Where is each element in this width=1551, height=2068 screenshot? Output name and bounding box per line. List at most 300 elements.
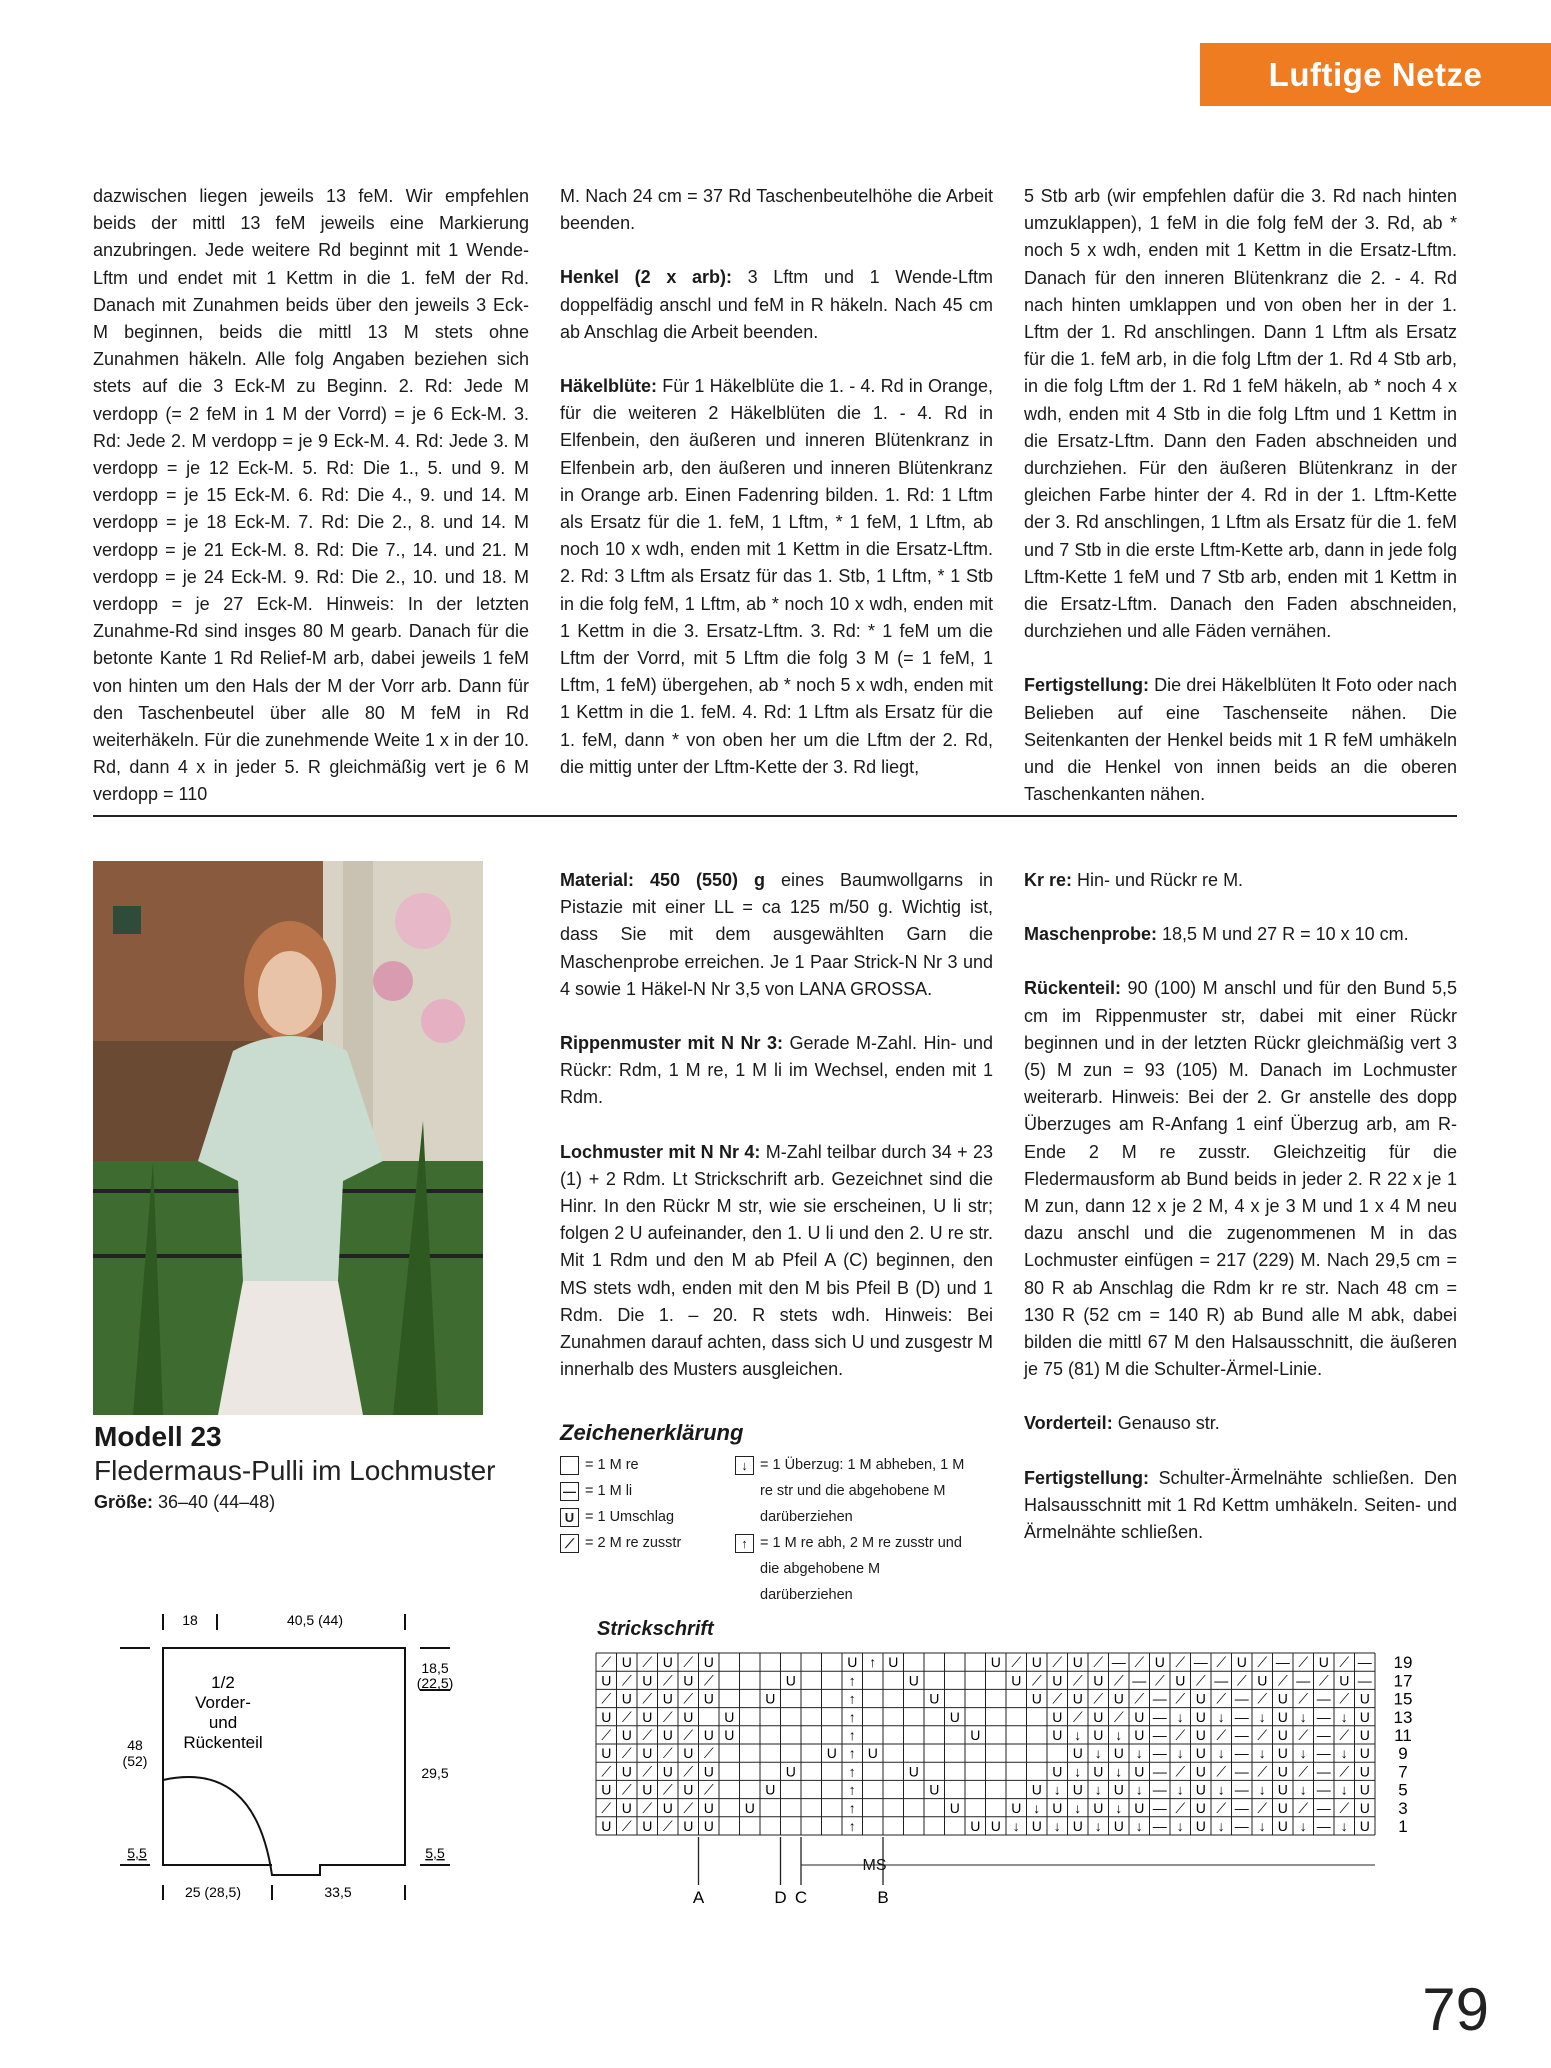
purl-symbol-icon: — bbox=[560, 1482, 579, 1501]
chart-symbol: ↓ bbox=[1094, 1818, 1102, 1834]
chart-title: Strickschrift bbox=[597, 1618, 714, 1640]
row-number: 5 bbox=[1398, 1780, 1408, 1800]
legend-text: = 1 M re abh, 2 M re zusstr und die abgehobene M darüberziehen bbox=[760, 1535, 962, 1603]
chart-symbol: U bbox=[703, 1654, 714, 1671]
chart-symbol: U bbox=[642, 1708, 653, 1725]
chart-symbol: — bbox=[1152, 1799, 1167, 1816]
chart-symbol: U bbox=[1134, 1727, 1145, 1743]
chart-symbol: U bbox=[683, 1818, 694, 1834]
chart-symbol: ⟋ bbox=[683, 1799, 694, 1816]
chart-symbol: U bbox=[1277, 1818, 1288, 1834]
chart-symbol: ⟋ bbox=[1175, 1799, 1186, 1816]
chart-symbol: ⟋ bbox=[1339, 1763, 1350, 1780]
chart-symbol: U bbox=[662, 1654, 673, 1671]
chart-symbol: U bbox=[1072, 1654, 1083, 1671]
arrow-label: B bbox=[877, 1888, 889, 1907]
chart-symbol: ⟋ bbox=[642, 1654, 653, 1671]
chart-symbol: ↓ bbox=[1340, 1781, 1348, 1798]
paragraph-heading: Häkelblüte: bbox=[560, 376, 658, 397]
chart-symbol: ⟋ bbox=[1175, 1763, 1186, 1780]
chart-symbol: — bbox=[1234, 1781, 1249, 1798]
chart-symbol: ⟋ bbox=[1031, 1672, 1042, 1689]
paragraph-body: 3 Lftm und 1 Wende-Lftm doppelfädig anschl und feM in R häkeln. Nach 45 cm ab Anschlag die Arbeit beenden. bbox=[560, 267, 993, 342]
chart-symbol: — bbox=[1316, 1818, 1331, 1834]
chart-symbol: U bbox=[1093, 1799, 1104, 1816]
chart-symbol: U bbox=[703, 1799, 714, 1816]
chart-symbol: ↑ bbox=[848, 1745, 856, 1762]
chart-symbol: U bbox=[1359, 1818, 1370, 1834]
chart-symbol: U bbox=[785, 1763, 796, 1780]
chart-symbol: U bbox=[1113, 1690, 1124, 1707]
chart-symbol: ⟋ bbox=[621, 1672, 632, 1689]
chart-symbol: U bbox=[1318, 1654, 1329, 1671]
chart-symbol: — bbox=[1296, 1672, 1311, 1689]
chart-symbol: ⟋ bbox=[1318, 1672, 1329, 1689]
chart-symbol: U bbox=[744, 1799, 755, 1816]
schematic-label: 18 bbox=[182, 1612, 198, 1628]
chart-symbol: ↓ bbox=[1299, 1818, 1307, 1834]
chart-symbol: — bbox=[1152, 1781, 1167, 1798]
arrow-label: C bbox=[794, 1888, 808, 1907]
chart-symbol: U bbox=[1257, 1672, 1268, 1689]
chart-symbol: ↓ bbox=[1115, 1763, 1123, 1780]
chart-symbol: ↓ bbox=[1053, 1781, 1061, 1798]
row-number: 15 bbox=[1393, 1689, 1413, 1709]
instruction-paragraph bbox=[560, 264, 993, 346]
paragraph-heading: Fertigstellung: bbox=[1024, 675, 1149, 696]
chart-symbol: U bbox=[1359, 1763, 1370, 1780]
chart-symbol: U bbox=[642, 1818, 653, 1834]
chart-symbol: — bbox=[1234, 1708, 1249, 1725]
chart-symbol: ↑ bbox=[848, 1799, 856, 1816]
chart-symbol: U bbox=[1359, 1745, 1370, 1762]
chart-symbol: ⟋ bbox=[662, 1672, 673, 1689]
bottom-column-2 bbox=[560, 867, 993, 1410]
row-number: 7 bbox=[1398, 1762, 1408, 1782]
paragraph-body: eines Baumwollgarns in Pistazie mit einer LL = ca 125 m/50 g. Wichtig ist, dass Sie mit dem ausgewählten Garn die Maschenprobe erreichen. Je 1 Paar Strick-N Nr 3 und 4 sowie 1 Häkel-N Nr 3,5 von LANA GROSSA. bbox=[560, 870, 993, 999]
chart-symbol: U bbox=[1195, 1763, 1206, 1780]
chart-symbol: U bbox=[621, 1690, 632, 1707]
schematic-label: (22,5) bbox=[416, 1675, 454, 1691]
instruction-text: dazwischen liegen jeweils 13 feM. Wir empfehlen beids der mittl 13 feM jeweils eine Markierung anzubringen. Jede weitere Rd beginnt mit 1 Wende-Lftm und endet mit 1 Kettm in die 1. feM der Rd. Danach mit Zunahmen beids über den jeweils 3 Eck-M beginnen, beids die mittl 13 M stets ohne Zunahmen häkeln. Alle folg Angaben beziehen sich stets auf die 3 Eck-M zu Beginn. 2. Rd: Jede M verdopp (= 2 feM in 1 M der Vorrd) = je 6 Eck-M. 3. Rd: Jede 2. M verdopp = je 9 Eck-M. 4. Rd: Jede 3. M verdopp = je 12 Eck-M. 5. Rd: Die 1., 5. und 9. M verdopp = je 15 Eck-M. 6. Rd: Die 4., 9. und 14. M verdopp = je 18 Eck-M. 7. Rd: Die 2., 8. und 14. M verdopp = je 21 Eck-M. 8. Rd: Die 7., 14. und 21. M verdopp = je 24 Eck-M. 9. Rd: Die 2., 10. und 18. M verdopp = je 27 Eck-M. Hinweis: In der letzten Zunahme-Rd sind insges 80 M gearb. Danach für die betonte Kante 1 Rd Relief-M arb, dabei jeweils 1 feM von hinten um den Hals der M der Vorr arb. Dann für den Taschenbeutel über alle 80 M feM in Rd weiterhäkeln. Für die zunehmende Weite 1 x in der 10. Rd, dann 4 x in jeder 5. R gleichmäßig vert je 6 M verdopp = 110 bbox=[93, 186, 529, 805]
chart-symbol: U bbox=[601, 1708, 612, 1725]
chart-symbol: U bbox=[1277, 1745, 1288, 1762]
chart-symbol: ⟋ bbox=[683, 1654, 694, 1671]
chart-symbol: U bbox=[1359, 1781, 1370, 1798]
chart-symbol: U bbox=[1359, 1708, 1370, 1725]
chart-symbol: ↑ bbox=[848, 1708, 856, 1725]
chart-symbol: U bbox=[1052, 1727, 1063, 1743]
chart-symbol: U bbox=[1175, 1672, 1186, 1689]
chart-symbol: ⟋ bbox=[1134, 1654, 1145, 1671]
chart-symbol: ⟋ bbox=[1175, 1727, 1186, 1743]
schematic-label: 5,5 bbox=[127, 1845, 147, 1861]
chart-symbol: ⟋ bbox=[703, 1781, 714, 1798]
chart-symbol: ⟋ bbox=[1339, 1690, 1350, 1707]
chart-symbol: ↑ bbox=[848, 1763, 856, 1780]
row-number: 1 bbox=[1398, 1817, 1408, 1836]
chart-symbol: ↓ bbox=[1299, 1708, 1307, 1725]
double-decrease-symbol-icon: ↑ bbox=[735, 1534, 754, 1553]
chart-symbol: ↓ bbox=[1258, 1708, 1266, 1725]
chart-symbol: ⟋ bbox=[1257, 1763, 1268, 1780]
chart-symbol: U bbox=[1052, 1672, 1063, 1689]
chart-symbol: — bbox=[1234, 1799, 1249, 1816]
chart-symbol: ⟋ bbox=[683, 1727, 694, 1743]
chart-symbol: U bbox=[601, 1818, 612, 1834]
chart-symbol: ⟋ bbox=[1277, 1672, 1288, 1689]
schematic-label: Rückenteil bbox=[183, 1733, 263, 1752]
paragraph-body: Die drei Häkelblüten lt Foto oder nach Belieben auf eine Taschenseite nähen. Die Seitenkanten der Henkel beids mit 1 R feM umhäkeln und die Henkel von innen beids an die oberen Taschenkanten nähen. bbox=[1024, 675, 1457, 805]
chart-symbol: U bbox=[601, 1672, 612, 1689]
chart-symbol: U bbox=[1359, 1690, 1370, 1707]
chart-symbol: ⟋ bbox=[703, 1672, 714, 1689]
chart-symbol: ⟋ bbox=[1216, 1799, 1227, 1816]
chart-symbol: — bbox=[1234, 1763, 1249, 1780]
section-banner: Luftige Netze bbox=[1200, 43, 1551, 106]
chart-symbol: — bbox=[1316, 1745, 1331, 1762]
chart-symbol: ↓ bbox=[1115, 1727, 1123, 1743]
chart-symbol: ↓ bbox=[1176, 1818, 1184, 1834]
model-photo bbox=[93, 861, 483, 1415]
chart-symbol: ↓ bbox=[1012, 1818, 1020, 1834]
chart-symbol: — bbox=[1316, 1727, 1331, 1743]
chart-symbol: U bbox=[908, 1763, 919, 1780]
chart-symbol: U bbox=[1011, 1672, 1022, 1689]
chart-symbol: ⟋ bbox=[642, 1763, 653, 1780]
chart-symbol: — bbox=[1193, 1654, 1208, 1671]
paragraph-body: 90 (100) M anschl und für den Bund 5,5 cm im Rippenmuster str, dabei mit einer Rückr beginnen und in der letzten Rückr gleichmäßig vert 3 (5) M zun = 93 (105) M. Danach im Lochmuster weiterarb. Hinweis: Bei der 2. Gr anstelle des dopp Überzuges am R-Anfang 1 einf Überzug arb, am R-Ende 2 M re zusstr. Gleichzeitig für die Fledermausform ab Bund beids in jeder 2. R 22 x je 1 M zun, dann 12 x je 2 M, 4 x je 3 M und 1 x 4 M neu dazu anschl und die zugenommenen M in das Lochmuster einfügen = 217 (229) M. Nach 29,5 cm = 80 R ab Anschlag die Rdm kr re str. Nach 48 cm = 130 R (52 cm = 140 R) ab Bund alle M abk, dabei bilden die mittl 67 M den Halsausschnitt, die äußeren je 75 (81) M die Schulter-Ärmel-Linie. bbox=[1024, 978, 1457, 1380]
chart-symbol: ↓ bbox=[1074, 1763, 1082, 1780]
schematic-label: und bbox=[208, 1713, 238, 1732]
chart-symbol: U bbox=[1031, 1781, 1042, 1798]
slip-knit-pass-symbol-icon: ↓ bbox=[735, 1456, 754, 1475]
lochmuster-paragraph bbox=[560, 1139, 993, 1384]
chart-symbol: U bbox=[785, 1672, 796, 1689]
chart-symbol: U bbox=[1195, 1818, 1206, 1834]
chart-symbol: ↑ bbox=[869, 1654, 877, 1671]
chart-symbol: ⟋ bbox=[1072, 1672, 1083, 1689]
chart-symbol: — bbox=[1316, 1799, 1331, 1816]
chart-symbol: U bbox=[662, 1690, 673, 1707]
chart-symbol: U bbox=[621, 1654, 632, 1671]
chart-symbol: — bbox=[1214, 1672, 1229, 1689]
instruction-paragraph bbox=[1024, 672, 1457, 808]
schematic-label: 5,5 bbox=[425, 1845, 445, 1861]
chart-symbol: ⟋ bbox=[1339, 1654, 1350, 1671]
schematic-label: 40,5 (44) bbox=[286, 1612, 344, 1628]
chart-symbol: — bbox=[1234, 1818, 1249, 1834]
chart-symbol: U bbox=[1359, 1727, 1370, 1743]
chart-symbol: ↓ bbox=[1053, 1818, 1061, 1834]
paragraph-body: 18,5 M und 27 R = 10 x 10 cm. bbox=[1157, 924, 1409, 945]
chart-symbol: U bbox=[1052, 1708, 1063, 1725]
legend-text: = 2 M re zusstr bbox=[585, 1535, 682, 1551]
chart-symbol: U bbox=[1072, 1690, 1083, 1707]
paragraph-heading: Lochmuster mit N Nr 4: bbox=[560, 1141, 761, 1162]
chart-symbol: U bbox=[1195, 1708, 1206, 1725]
chart-symbol: ⟋ bbox=[601, 1690, 612, 1707]
chart-symbol: ↓ bbox=[1176, 1745, 1184, 1762]
chart-symbol: U bbox=[703, 1763, 714, 1780]
schematic-label: 48 bbox=[127, 1737, 143, 1753]
chart-symbol: U bbox=[1072, 1745, 1083, 1762]
model-size bbox=[94, 1488, 495, 1516]
chart-symbol: ⟋ bbox=[1154, 1672, 1165, 1689]
chart-symbol: U bbox=[703, 1727, 714, 1743]
chart-symbol: ⟋ bbox=[683, 1763, 694, 1780]
chart-symbol: ⟋ bbox=[1011, 1654, 1022, 1671]
garment-schematic bbox=[115, 1600, 455, 1910]
chart-symbol: — bbox=[1357, 1672, 1372, 1689]
section-divider bbox=[93, 815, 1457, 817]
chart-symbol: ↓ bbox=[1340, 1745, 1348, 1762]
chart-symbol: U bbox=[621, 1799, 632, 1816]
top-column-1 bbox=[93, 183, 529, 836]
chart-symbol: U bbox=[1031, 1818, 1042, 1834]
bottom-column-3 bbox=[1024, 867, 1457, 1573]
paragraph-body: M-Zahl teilbar durch 34 + 23 (1) + 2 Rdm. Lt Strickschrift arb. Gezeichnet sind die Hinr. In den Rückr M str, wie sie erscheinen, U li str; folgen 2 U aufeinander, den 1. U li und den 2. U re str. Mit 1 Rdm und den M ab Pfeil A (C) beginnen, den MS stets wdh, enden mit den M bis Pfeil B (D) und 1 Rdm. Die 1. – 20. R stets wdh. Hinweis: Bei Zunahmen darauf achten, dass sich U und zusgestr M innerhalb des Musters ausgleichen. bbox=[560, 1141, 993, 1380]
schematic-label: 29,5 bbox=[421, 1765, 449, 1781]
chart-symbol: U bbox=[990, 1818, 1001, 1834]
chart-symbol: — bbox=[1234, 1745, 1249, 1762]
chart-symbol: ⟋ bbox=[601, 1727, 612, 1743]
row-number: 3 bbox=[1398, 1798, 1408, 1818]
chart-symbol: U bbox=[703, 1690, 714, 1707]
legend-text: = 1 M li bbox=[585, 1483, 633, 1499]
top-column-3 bbox=[1024, 183, 1457, 835]
paragraph-heading: Henkel (2 x arb): bbox=[560, 267, 732, 288]
instruction-paragraph bbox=[560, 373, 993, 781]
legend-text: = 1 M re bbox=[585, 1457, 639, 1473]
row-number: 13 bbox=[1393, 1707, 1413, 1727]
paragraph-heading: Maschenprobe: bbox=[1024, 924, 1158, 945]
chart-symbol: ⟋ bbox=[1052, 1654, 1063, 1671]
chart-symbol: U bbox=[1052, 1799, 1063, 1816]
chart-symbol: — bbox=[1152, 1745, 1167, 1762]
chart-symbol: U bbox=[683, 1708, 694, 1725]
chart-symbol: U bbox=[601, 1781, 612, 1798]
paragraph-heading: Material: 450 (550) g bbox=[560, 870, 765, 890]
chart-symbol: ⟋ bbox=[601, 1654, 612, 1671]
chart-symbol: U bbox=[1093, 1763, 1104, 1780]
vorder-paragraph bbox=[1024, 1410, 1457, 1437]
schematic-label: (52) bbox=[122, 1753, 148, 1769]
chart-symbol: ⟋ bbox=[1298, 1799, 1309, 1816]
legend-item bbox=[560, 1478, 760, 1504]
knit-symbol-icon bbox=[560, 1456, 579, 1475]
model-number: Modell 23 bbox=[94, 1421, 222, 1452]
chart-symbol: ⟋ bbox=[662, 1745, 673, 1762]
chart-symbol: ↓ bbox=[1135, 1781, 1143, 1798]
row-number: 17 bbox=[1393, 1671, 1413, 1691]
chart-symbol: U bbox=[1195, 1799, 1206, 1816]
chart-symbol: U bbox=[1052, 1763, 1063, 1780]
chart-symbol: ⟋ bbox=[1298, 1654, 1309, 1671]
chart-symbol: U bbox=[683, 1672, 694, 1689]
size-value: 36–40 (44–48) bbox=[153, 1492, 276, 1512]
chart-symbol: ↓ bbox=[1299, 1745, 1307, 1762]
chart-symbol: ⟋ bbox=[621, 1781, 632, 1798]
chart-symbol: — bbox=[1152, 1690, 1167, 1707]
chart-symbol: ⟋ bbox=[1216, 1727, 1227, 1743]
chart-symbol: U bbox=[949, 1799, 960, 1816]
chart-symbol: U bbox=[990, 1654, 1001, 1671]
chart-symbol: U bbox=[662, 1799, 673, 1816]
row-number: 9 bbox=[1398, 1744, 1408, 1764]
top-column-2 bbox=[560, 183, 993, 808]
paragraph-heading: Kr re: bbox=[1024, 870, 1073, 890]
chart-symbol: ↓ bbox=[1340, 1708, 1348, 1725]
chart-symbol: U bbox=[1093, 1727, 1104, 1743]
chart-symbol: U bbox=[929, 1690, 940, 1707]
chart-symbol: U bbox=[1277, 1708, 1288, 1725]
chart-symbol: U bbox=[1277, 1799, 1288, 1816]
row-number: 11 bbox=[1394, 1726, 1412, 1745]
chart-symbol: — bbox=[1152, 1763, 1167, 1780]
chart-symbol: — bbox=[1316, 1708, 1331, 1725]
material-paragraph bbox=[560, 867, 993, 1003]
chart-symbol: ⟋ bbox=[662, 1818, 673, 1834]
paragraph-heading: Vorderteil: bbox=[1024, 1413, 1113, 1434]
chart-symbol: U bbox=[929, 1781, 940, 1798]
chart-symbol: U bbox=[642, 1672, 653, 1689]
chart-symbol: U bbox=[683, 1781, 694, 1798]
legend-text: = 1 Umschlag bbox=[585, 1509, 675, 1525]
paragraph-heading: Rückenteil: bbox=[1024, 978, 1122, 999]
chart-symbol: ↓ bbox=[1176, 1708, 1184, 1725]
chart-symbol: U bbox=[1031, 1690, 1042, 1707]
k2tog-symbol-icon: ⟋ bbox=[560, 1534, 579, 1553]
chart-symbol: U bbox=[1154, 1654, 1165, 1671]
rippen-paragraph bbox=[560, 1030, 993, 1112]
schematic-label: Vorder- bbox=[195, 1693, 251, 1712]
chart-symbol: ⟋ bbox=[1236, 1672, 1247, 1689]
chart-symbol: U bbox=[1072, 1781, 1083, 1798]
chart-symbol: ↓ bbox=[1217, 1745, 1225, 1762]
chart-symbol: ⟋ bbox=[1195, 1672, 1206, 1689]
chart-symbol: U bbox=[949, 1708, 960, 1725]
chart-symbol: U bbox=[703, 1818, 714, 1834]
arrow-label: A bbox=[692, 1888, 705, 1907]
chart-symbol: ↓ bbox=[1217, 1708, 1225, 1725]
chart-symbol: U bbox=[1195, 1745, 1206, 1762]
chart-symbol: ⟋ bbox=[1175, 1654, 1186, 1671]
chart-symbol: U bbox=[1134, 1799, 1145, 1816]
chart-symbol: U bbox=[970, 1727, 981, 1743]
chart-symbol: ↓ bbox=[1258, 1745, 1266, 1762]
chart-symbol: U bbox=[1359, 1799, 1370, 1816]
legend-item bbox=[560, 1452, 760, 1478]
legend-left bbox=[560, 1452, 760, 1556]
chart-symbol: — bbox=[1357, 1654, 1372, 1671]
chart-symbol: ⟋ bbox=[662, 1781, 673, 1798]
schematic-label: 1/2 bbox=[211, 1673, 235, 1692]
fertig-paragraph bbox=[1024, 1465, 1457, 1547]
chart-symbol: ↓ bbox=[1115, 1799, 1123, 1816]
chart-symbol: U bbox=[1195, 1690, 1206, 1707]
chart-symbol: U bbox=[765, 1781, 776, 1798]
chart-symbol: U bbox=[1277, 1763, 1288, 1780]
chart-symbol: U bbox=[662, 1763, 673, 1780]
chart-symbol: U bbox=[1134, 1763, 1145, 1780]
chart-symbol: ↑ bbox=[848, 1690, 856, 1707]
chart-symbol: ⟋ bbox=[1216, 1763, 1227, 1780]
chart-symbol: ↓ bbox=[1074, 1799, 1082, 1816]
chart-symbol: ⟋ bbox=[1257, 1727, 1268, 1743]
paragraph-heading: Rippenmuster mit N Nr 3: bbox=[560, 1033, 783, 1054]
chart-symbol: ↓ bbox=[1299, 1781, 1307, 1798]
chart-symbol: U bbox=[1195, 1727, 1206, 1743]
chart-symbol: U bbox=[970, 1818, 981, 1834]
chart-symbol: U bbox=[1277, 1727, 1288, 1743]
chart-symbol: ⟋ bbox=[1216, 1654, 1227, 1671]
page-number: 79 bbox=[1422, 1976, 1489, 2043]
model-name: Fledermaus-Pulli im Lochmuster bbox=[94, 1455, 496, 1486]
chart-symbol: ⟋ bbox=[1052, 1690, 1063, 1707]
chart-symbol: U bbox=[908, 1672, 919, 1689]
size-label: Größe: bbox=[94, 1492, 154, 1512]
chart-symbol: ⟋ bbox=[1257, 1654, 1268, 1671]
chart-symbol: ⟋ bbox=[1257, 1690, 1268, 1707]
krre-paragraph bbox=[1024, 867, 1457, 894]
chart-symbol: ↓ bbox=[1176, 1781, 1184, 1798]
chart-symbol: ↓ bbox=[1094, 1781, 1102, 1798]
chart-symbol: — bbox=[1152, 1708, 1167, 1725]
chart-symbol: ↓ bbox=[1074, 1727, 1082, 1743]
chart-symbol: U bbox=[642, 1781, 653, 1798]
paragraph-body: Genauso str. bbox=[1112, 1413, 1220, 1434]
chart-symbol: ⟋ bbox=[1257, 1799, 1268, 1816]
chart-symbol: ⟋ bbox=[621, 1818, 632, 1834]
schematic-label: 33,5 bbox=[324, 1884, 352, 1900]
chart-symbol: ⟋ bbox=[1216, 1690, 1227, 1707]
chart-symbol: ⟋ bbox=[1134, 1690, 1145, 1707]
chart-symbol: U bbox=[765, 1690, 776, 1707]
chart-symbol: — bbox=[1132, 1672, 1147, 1689]
chart-symbol: U bbox=[847, 1654, 858, 1671]
chart-symbol: U bbox=[1031, 1654, 1042, 1671]
paragraph-body: Für 1 Häkelblüte die 1. - 4. Rd in Orange, für die weiteren 2 Häkelblüten die 1. - 4. Rd in Elfenbein, den äußeren und inneren Blütenkranz in Elfenbein arb, den äußeren und inneren Blütenkranz in Orange arb. Einen Fadenring bilden. 1. Rd: 1 Lftm als Ersatz für die 1. feM, 1 Lftm, * 1 feM, 1 Lftm, ab noch 10 x wdh, enden mit 1 Kettm in die Ersatz-Lftm. 2. Rd: 3 Lftm als Ersatz für das 1. Stb, 1 Lftm, * 1 Stb in die folg feM, 1 Lftm, ab * noch 10 x wdh, enden mit 1 Kettm in die 3. Ersatz-Lftm. 3. Rd: * 1 feM um die Lftm der Vorrd, mit 5 Lftm die folg 3 M (= 1 feM, 1 Lftm, 1 feM) übergehen, ab * noch 5 x wdh, enden mit 1 Kettm in die 1. feM. 4. Rd: 1 Lftm als Ersatz für die 1. feM, dann * von oben her um die Lftm der 2. Rd, die mittig unter der Lftm-Kette der 3. Rd liegt, bbox=[560, 376, 993, 777]
probe-paragraph bbox=[1024, 921, 1457, 948]
legend-text: = 1 Überzug: 1 M abheben, 1 M re str und die abgehobene M darüberziehen bbox=[760, 1457, 965, 1525]
chart-symbol: ⟋ bbox=[1339, 1727, 1350, 1743]
chart-symbol: U bbox=[642, 1745, 653, 1762]
chart-symbol: U bbox=[662, 1727, 673, 1743]
chart-symbol: U bbox=[1113, 1818, 1124, 1834]
chart-symbol: ↓ bbox=[1258, 1781, 1266, 1798]
paragraph-heading: Fertigstellung: bbox=[1024, 1467, 1149, 1488]
chart-symbol: ↓ bbox=[1258, 1818, 1266, 1834]
chart-symbol: ⟋ bbox=[642, 1690, 653, 1707]
chart-symbol: ↓ bbox=[1217, 1818, 1225, 1834]
chart-symbol: U bbox=[867, 1745, 878, 1762]
legend-item bbox=[560, 1504, 760, 1530]
chart-symbol: U bbox=[826, 1745, 837, 1762]
chart-symbol: ↓ bbox=[1340, 1818, 1348, 1834]
chart-symbol: — bbox=[1275, 1654, 1290, 1671]
chart-symbol: ↓ bbox=[1135, 1818, 1143, 1834]
chart-symbol: U bbox=[621, 1763, 632, 1780]
legend-item bbox=[735, 1452, 965, 1530]
yarn-over-symbol-icon: U bbox=[560, 1508, 579, 1527]
chart-symbol: — bbox=[1234, 1727, 1249, 1743]
chart-symbol: ⟋ bbox=[1113, 1708, 1124, 1725]
chart-symbol: U bbox=[601, 1745, 612, 1762]
chart-symbol: ↓ bbox=[1135, 1745, 1143, 1762]
chart-symbol: ⟋ bbox=[601, 1763, 612, 1780]
chart-symbol: ↓ bbox=[1033, 1799, 1041, 1816]
